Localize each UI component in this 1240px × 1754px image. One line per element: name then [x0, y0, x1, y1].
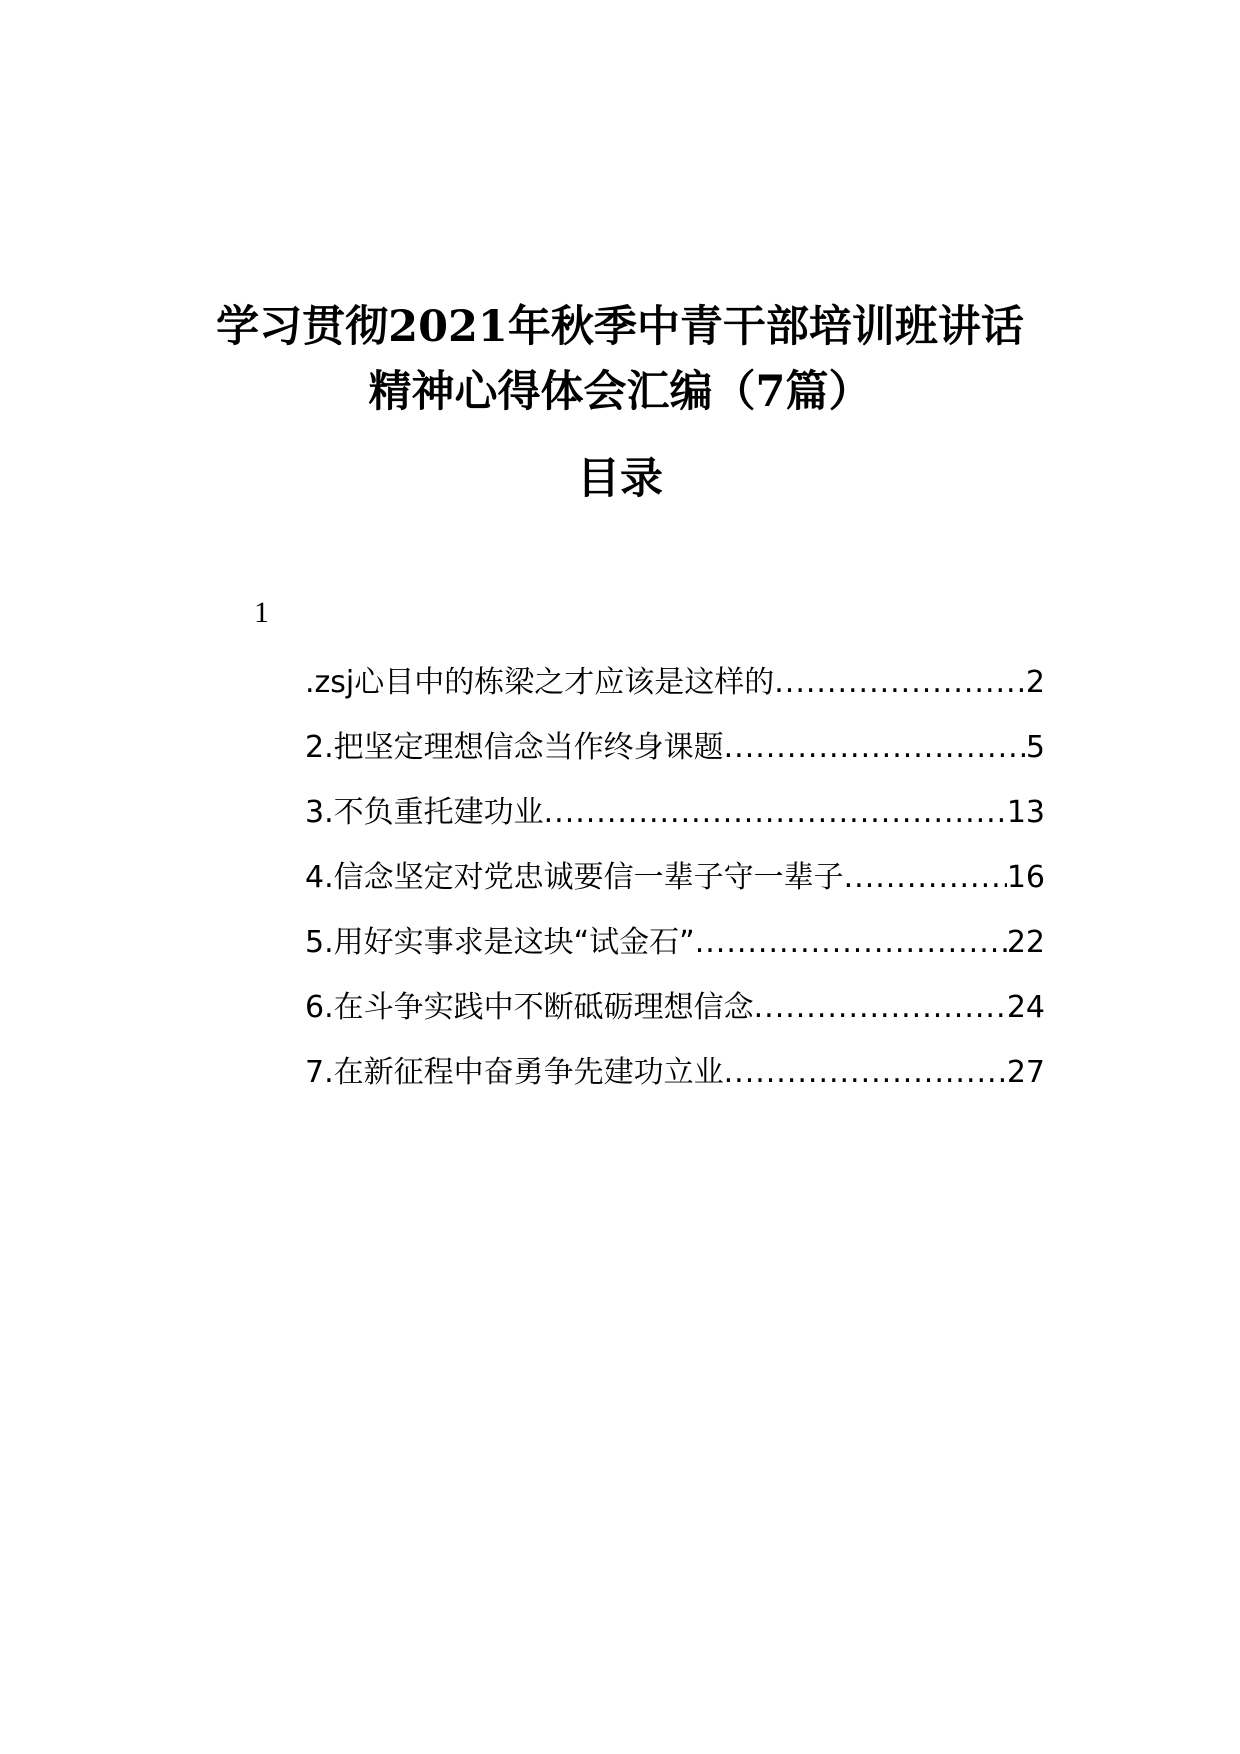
toc-dot-leader: [724, 715, 1026, 780]
toc-entry-title: 7.在新征程中奋勇争先建功立业: [305, 1055, 724, 1090]
toc-entry-page: 2: [1025, 665, 1045, 700]
title-line-2-prefix: 精神心得体会汇编（: [368, 367, 756, 417]
toc-heading: 目录: [577, 454, 663, 504]
toc-entry-page: 24: [1006, 990, 1045, 1025]
title-line-2-suffix: 篇）: [785, 367, 872, 417]
toc-dot-leader: [844, 845, 1007, 910]
toc-entry-page: 22: [1006, 925, 1045, 960]
toc-dot-leader: [754, 975, 1007, 1040]
toc-entry-title: 3.不负重托建功业: [305, 795, 544, 830]
toc-entry-title: .zsj心目中的栋梁之才应该是这样的: [305, 665, 775, 700]
stray-number: 1: [254, 596, 269, 629]
toc-entry-title: 5.用好实事求是这块“试金石”: [305, 925, 695, 960]
toc-entry-1[interactable]: [305, 650, 1045, 715]
document-title-line-2: [0, 362, 1240, 422]
toc-entry-title: 4.信念坚定对党忠诚要信一辈子守一辈子: [305, 860, 844, 895]
title-line-1-prefix: 学习贯彻: [216, 302, 389, 352]
toc-entry-5[interactable]: [305, 910, 1045, 975]
toc-entry-6[interactable]: [305, 975, 1045, 1040]
toc-dot-leader: [544, 780, 1007, 845]
toc-dot-leader: [695, 910, 1007, 975]
toc-entry-2[interactable]: [305, 715, 1045, 780]
toc-entry-7[interactable]: [305, 1040, 1045, 1105]
toc-entry-title: 6.在斗争实践中不断砥砺理想信念: [305, 990, 754, 1025]
toc-entry-page: 5: [1025, 730, 1045, 765]
toc-entry-page: 13: [1006, 795, 1045, 830]
title-year: 2021: [388, 302, 508, 352]
toc-entry-4[interactable]: [305, 845, 1045, 910]
table-of-contents: [305, 650, 1045, 1105]
toc-entry-page: 27: [1006, 1055, 1045, 1090]
document-title-line-1: [0, 297, 1240, 357]
toc-dot-leader: [724, 1040, 1007, 1105]
toc-dot-leader: [774, 650, 1026, 715]
toc-entry-page: 16: [1006, 860, 1045, 895]
title-count: 7: [755, 367, 786, 417]
toc-entry-3[interactable]: [305, 780, 1045, 845]
title-line-1-suffix: 年秋季中青干部培训班讲话: [507, 302, 1024, 352]
toc-entry-title: 2.把坚定理想信念当作终身课题: [305, 730, 724, 765]
